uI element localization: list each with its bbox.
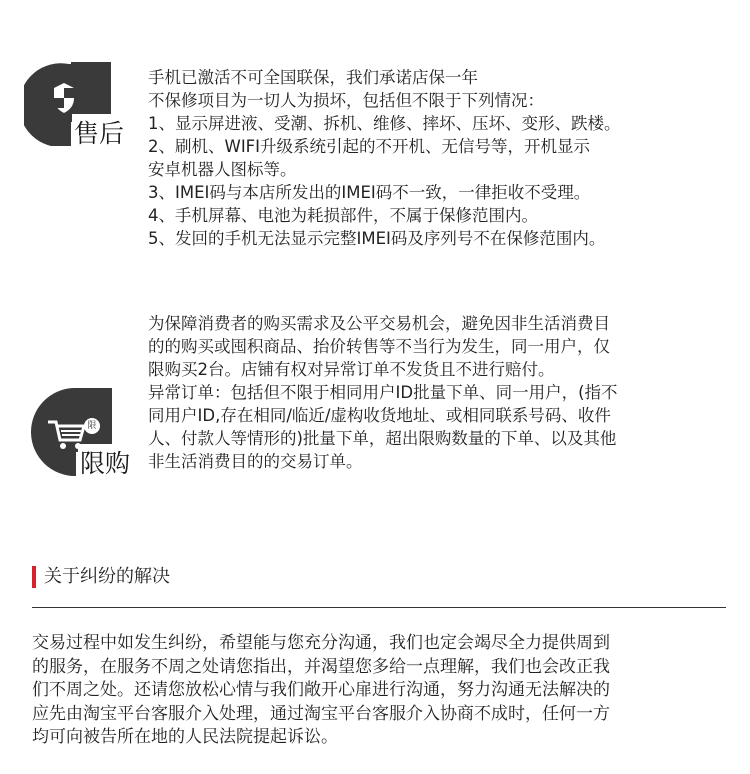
text-line: 1、显示屏进液、受潮、拆机、维修、摔坏、压坏、变形、跌楼。 (148, 114, 621, 133)
purchase-limit-label: 限购 (78, 444, 132, 480)
dispute-text (32, 632, 722, 750)
text-line: 手机已激活不可全国联保，我们承诺店保一年 (148, 68, 478, 87)
text-line: 应先由淘宝平台客服介入处理，通过淘宝平台客服介入协商不成时，任何一方 (32, 703, 610, 724)
text-line: 不保修项目为一切人为损坏，包括但不限于下列情况： (148, 91, 544, 110)
text-line: 为保障消费者的购买需求及公平交易机会，避免因非生活消费目 (148, 314, 610, 333)
text-line: 2、刷机、WIFI升级系统引起的不开机、无信号等，开机显示 (148, 137, 591, 156)
text-line: 安卓机器人图标等。 (148, 160, 297, 179)
limit-badge-text: 限 (87, 421, 97, 431)
text-line: 5、发回的手机无法显示完整IMEI码及序列号不在保修范围内。 (148, 229, 606, 248)
purchase-limit-badge (30, 388, 140, 476)
text-line: 非生活消费目的的交易订单。 (148, 452, 363, 471)
text-line: 交易过程中如发生纠纷，希望能与您充分沟通，我们也定会竭尽全力提供周到 (32, 633, 610, 653)
after-sales-text (148, 66, 621, 250)
section-divider (32, 607, 726, 608)
text-line: 的的购买或囤积商品、抬价转售等不当行为发生，同一用户，仅 (148, 337, 610, 356)
after-sales-badge (24, 62, 134, 146)
text-line: 4、手机屏幕、电池为耗损部件，不属于保修范围内。 (148, 206, 538, 225)
dispute-section-title: 关于纠纷的解决 (32, 566, 170, 588)
text-line: 人、付款人等情形的)批量下单，超出限购数量的下单、以及其他 (148, 429, 617, 448)
purchase-limit-text (148, 312, 618, 473)
text-line: 们不周之处。还请您放松心情与我们敞开心扉进行沟通，努力沟通无法解决的 (32, 680, 610, 700)
text-line: 同用户ID,存在相同/临近/虚构收货地址、或相同联系号码、收件 (148, 406, 611, 425)
text-line: 3、IMEI码与本店所发出的IMEI码不一致，一律拒收不受理。 (148, 183, 591, 202)
text-line: 的服务，在服务不周之处请您指出，并渴望您多给一点理解，我们也会改正我 (32, 656, 610, 677)
text-line: 异常订单：包括但不限于相同用户ID批量下单、同一用户，(指不 (148, 383, 618, 402)
text-line: 限购买2台。店铺有权对异常订单不发货且不进行赔付。 (148, 360, 555, 379)
text-line: 均可向被告所在地的人民法院提起诉讼。 (32, 727, 338, 747)
after-sales-label: 售后 (72, 114, 126, 150)
